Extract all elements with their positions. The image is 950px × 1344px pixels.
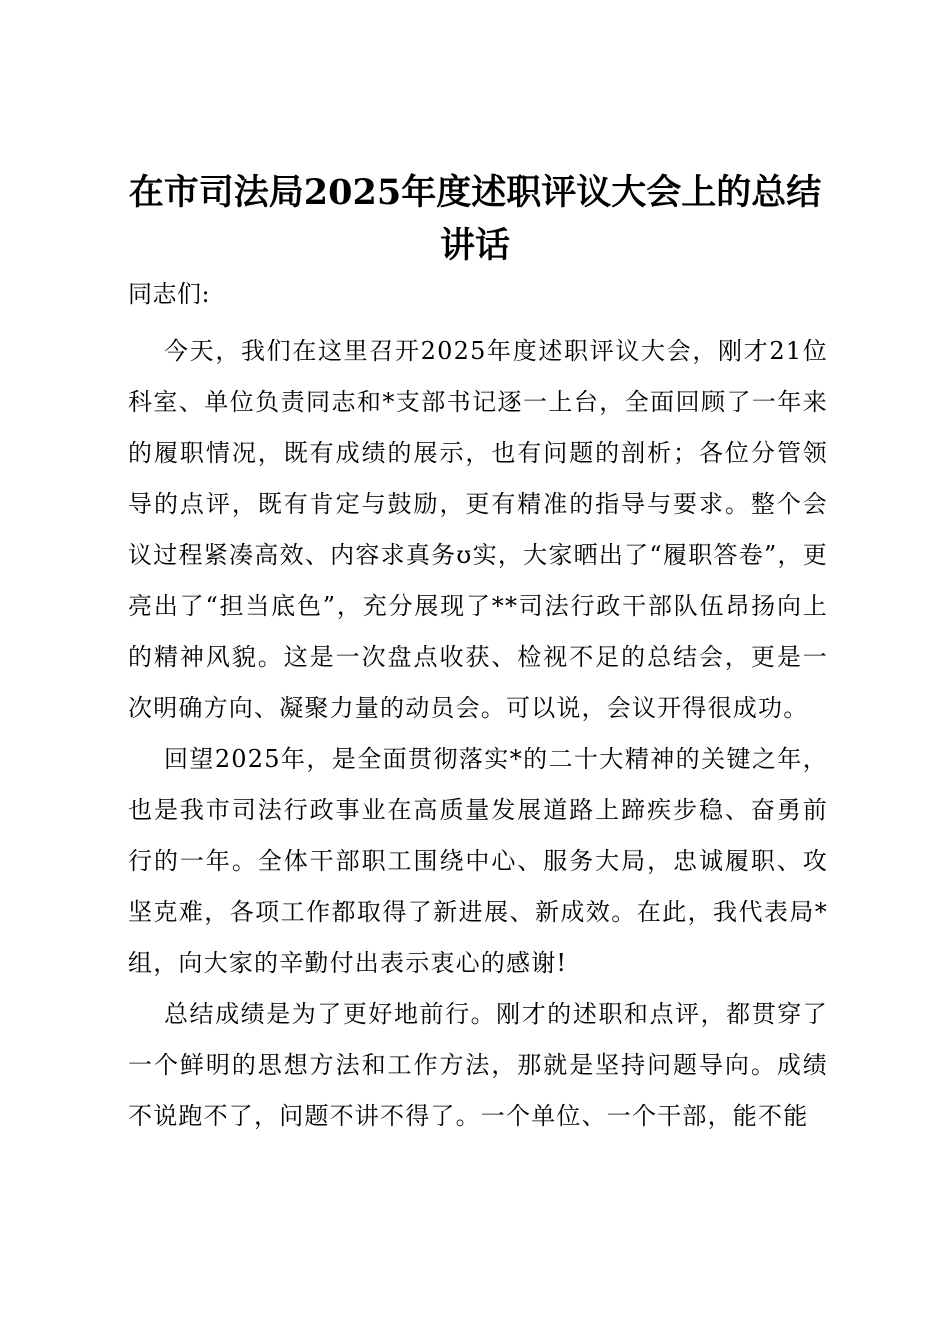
paragraph-2: 回望2025年，是全面贯彻落实*的二十大精神的关键之年，也是我市司法行政事业在高质量发展道路上蹄疾步稳、奋勇前行的一年。全体干部职工围绕中心、服务大局，忠诚履职、攻坚克难，各项工作都取得了新进展、新成效。在此，我代表局*组，向大家的辛勤付出表示衷心的感谢! — [128, 745, 828, 977]
title-line-2: 讲话 — [439, 225, 510, 266]
paragraph-1: 今天，我们在这里召开2025年度述职评议大会，刚才21位科室、单位负责同志和*支部书记逐一上台，全面回顾了一年来的履职情况，既有成绩的展示，也有问题的剖析；各位分管领导的点评，既有肯定与鼓励，更有精准的指导与要求。整个会议过程紧凑高效、内容求真务ʊ实，大家晒出了“履职答卷”，更亮出了“担当底色”，充分展现了**司法行政干部队伍昂扬向上的精神风貌。这是一次盘点收获、检视不足的总结会，更是一次明确方向、凝聚力量的动员会。可以说，会议开得很成功。 — [128, 337, 828, 722]
title-line-1: 在市司法局2025年度述职评议大会上的总结 — [128, 172, 822, 213]
salutation: 同志们: — [128, 280, 211, 308]
paragraph-3: 总结成绩是为了更好地前行。刚才的述职和点评，都贯穿了一个鲜明的思想方法和工作方法，那就是坚持问题导向。成绩不说跑不了，问题不讲不得了。一个单位、一个干部，能不能 — [128, 1000, 828, 1130]
document-body — [128, 326, 828, 1142]
document-title — [120, 166, 830, 272]
